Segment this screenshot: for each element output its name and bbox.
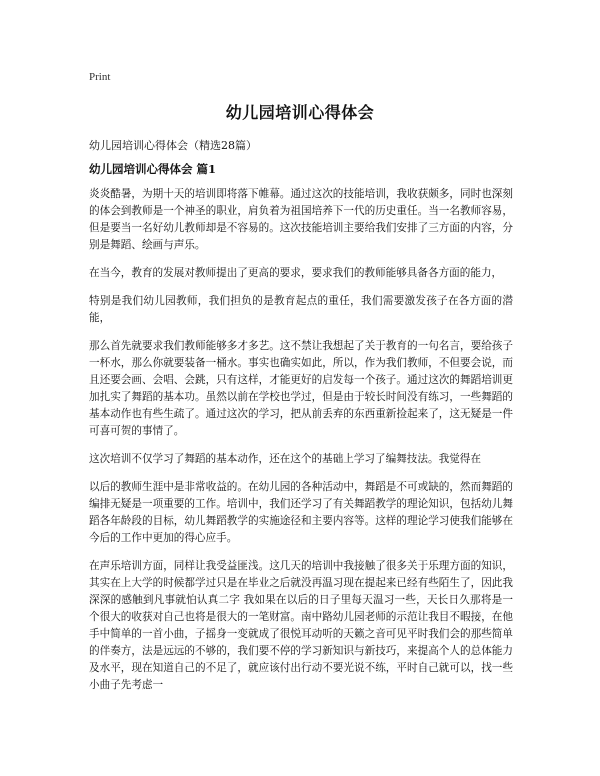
paragraph: 炎炎酷暑，为期十天的培训即将落下帷幕。通过这次的技能培训，我收获颇多，同时也深刻的体会到教师是一个神圣的职业，肩负着为祖国培养下一代的历史重任。当一名教师容易，但是要当一名好幼儿教师却是不容易的。这次技能培训主要给我们安排了三方面的内容，分别是舞蹈、绘画与声乐。 (89, 188, 513, 251)
paragraph: 这次培训不仅学习了舞蹈的基本动作，还在这个的基础上学习了编舞技法。我觉得在 (89, 453, 481, 465)
paragraph: 在声乐培训方面，同样让我受益匪浅。这几天的培训中我接触了很多关于乐理方面的知识，其实在上大学的时候都学过只是在毕业之后就没再温习现在提起来已经有些陌生了，因此我深深的感触到凡事就怕认真二字 我如果在以后的日子里每天温习一些，天长日久那将是一个很大的收获对自己也将是很大的一笔财富。南中路幼儿园老师的示范让我目不暇接，在他手中简单的一首小曲，子摇身一变就成了很悦耳动听的天籁之音可见平时我们会的那些简单的伴奏方，法是远远的不够的，我们要不停的学习新知识与新技巧，来提高个人的总体能力及水平，现在知道自己的不足了，就应该付出行动不要光说不练，平时自己就可以，找一些小曲子先考虑一 (89, 560, 513, 691)
print-label[interactable]: Print (89, 71, 111, 83)
paragraph: 在当今，教育的发展对教师提出了更高的要求，要求我们的教师能够具备各方面的能力， (89, 267, 503, 279)
paragraph: 那么首先就要求我们教师能够多才多艺。这不禁让我想起了关于教育的一句名言，要给孩子一杯水，那么你就要装备一桶水。事实也确实如此，所以，作为我们教师，不但要会说，而且还要会画、会唱、会跳，只有这样，才能更好的启发每一个孩子。通过这次的舞蹈培训更加扎实了舞蹈的基本功。虽然以前在学校也学过，但是由于较长时间没有练习，一些舞蹈的基本动作也有些生疏了。通过这次的学习，把从前丢弃的东西重新捡起来了，这无疑是一件可喜可贺的事情了。 (89, 340, 513, 437)
section-heading: 幼儿园培训心得体会 篇1 (89, 162, 217, 176)
document-subtitle: 幼儿园培训心得体会（精选28篇） (89, 139, 257, 152)
document-title: 幼儿园培训心得体会 (225, 103, 375, 122)
document-body (89, 186, 513, 705)
paragraph: 以后的教师生涯中是非常收益的。在幼儿园的各种活动中，舞蹈是不可或缺的，然而舞蹈的编排无疑是一项重要的工作。培训中，我们还学习了有关舞蹈教学的理论知识，包括幼儿舞蹈各年龄段的目标，幼儿舞蹈教学的实施途径和主要内容等。这样的理论学习使我们能够在今后的工作中更加的得心应手。 (89, 481, 513, 544)
paragraph: 特别是我们幼儿园教师，我们担负的是教育起点的重任，我们需要激发孩子在各方面的潜能， (89, 295, 513, 324)
